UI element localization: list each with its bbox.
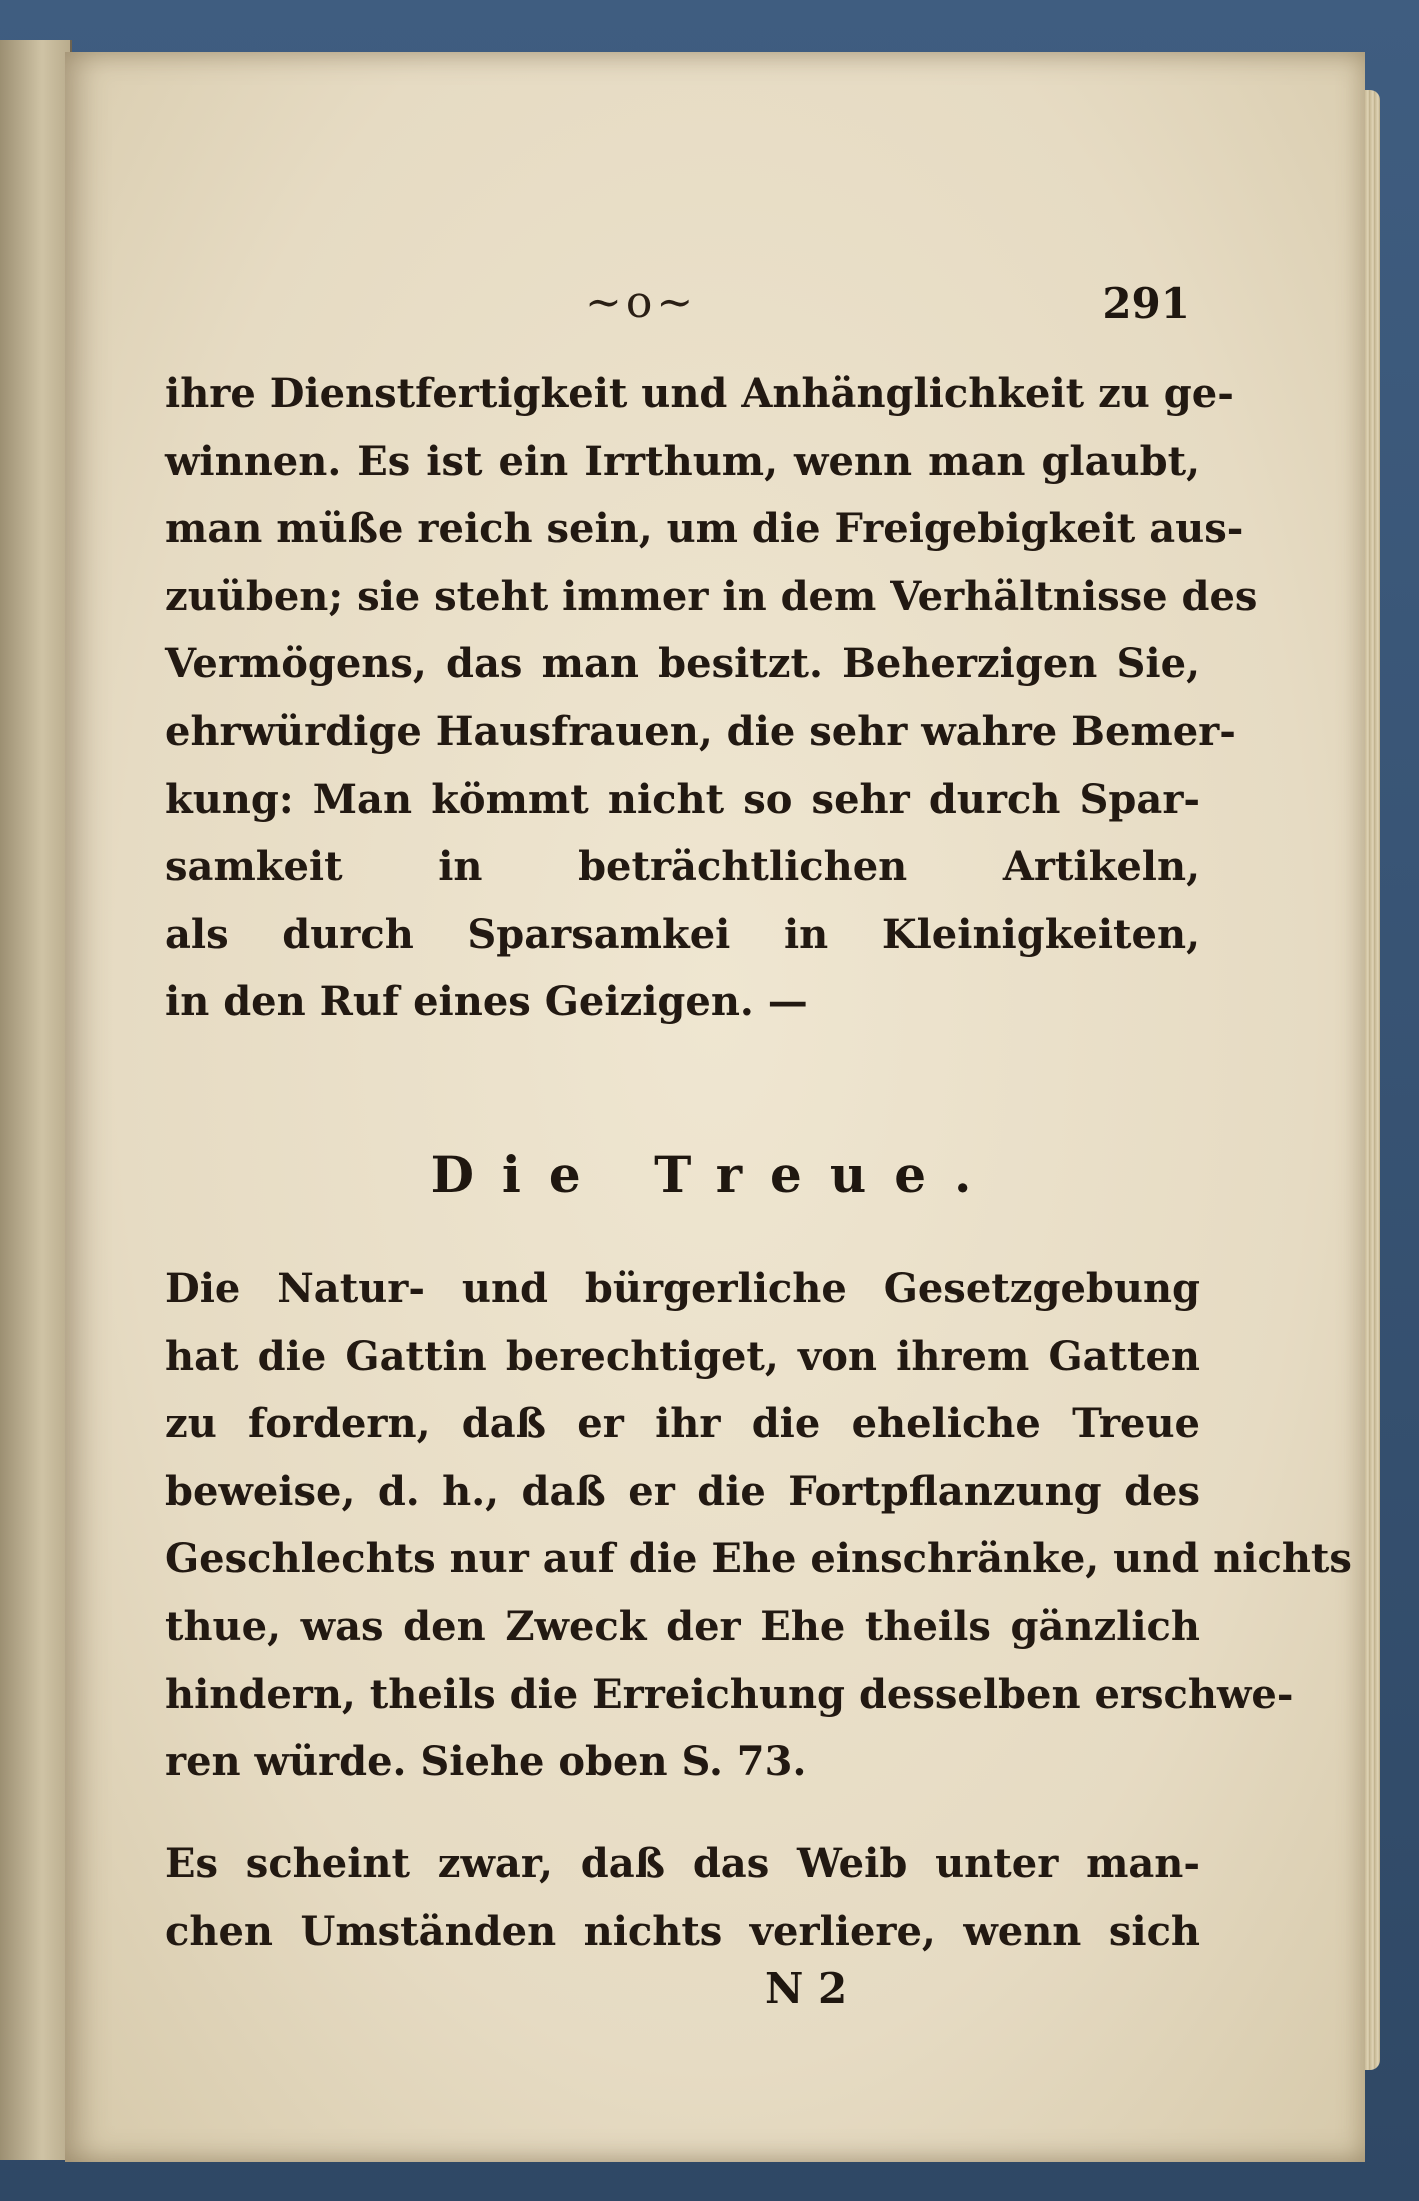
text-line: in den Ruf eines Geizigen. —	[165, 978, 808, 1026]
text-line: winnen. Es ist ein Irrthum, wenn man glaubt,	[165, 437, 1200, 485]
text-line: samkeit in beträchtlichen Artikeln,	[165, 843, 1200, 891]
text-line: zu fordern, daß er ihr die eheliche Treue	[165, 1400, 1200, 1448]
text-line: als durch Sparsamkei in Kleinigkeiten,	[165, 910, 1200, 958]
text-line: Die Natur- und bürgerliche Gesetzgebung	[165, 1265, 1200, 1312]
text-line: hat die Gattin berechtiget, von ihrem Gatten	[165, 1332, 1200, 1380]
text-line: Es scheint zwar, daß das Weib unter man-	[165, 1840, 1200, 1887]
book-page	[65, 52, 1365, 2162]
section-heading: Die Treue.	[430, 1145, 1000, 1204]
text-line: beweise, d. h., daß er die Fortpflanzung des	[165, 1467, 1200, 1515]
text-line: thue, was den Zweck der Ehe theils gänzlich	[165, 1602, 1200, 1650]
text-line: man müße reich sein, um die Freigebigkeit aus-	[165, 505, 1244, 553]
page-header	[65, 277, 1365, 337]
header-ornament: ~o~	[585, 277, 698, 328]
signature-mark: N 2	[765, 1964, 848, 2013]
text-line: zuüben; sie steht immer in dem Verhältnisse des	[165, 572, 1258, 620]
text-line: chen Umständen nichts verliere, wenn sich	[165, 1907, 1200, 1955]
paragraph-2	[165, 1255, 1352, 1796]
paragraph-3	[165, 1830, 1200, 1965]
previous-page-edge	[0, 40, 72, 2160]
text-line: Vermögens, das man besitzt. Beherzigen Sie,	[165, 640, 1200, 688]
page-number: 291	[1102, 279, 1190, 328]
text-line: ehrwürdige Hausfrauen, die sehr wahre Bemer-	[165, 707, 1236, 755]
text-line: kung: Man kömmt nicht so sehr durch Spar-	[165, 775, 1200, 823]
paragraph-1	[165, 360, 1258, 1036]
text-line: Geschlechts nur auf die Ehe einschränke, und nichts	[165, 1535, 1352, 1583]
text-line: hindern, theils die Erreichung desselben erschwe-	[165, 1670, 1294, 1718]
text-line: ren würde. Siehe oben S. 73.	[165, 1738, 807, 1786]
text-line: ihre Dienstfertigkeit und Anhänglichkeit zu ge-	[165, 370, 1234, 417]
